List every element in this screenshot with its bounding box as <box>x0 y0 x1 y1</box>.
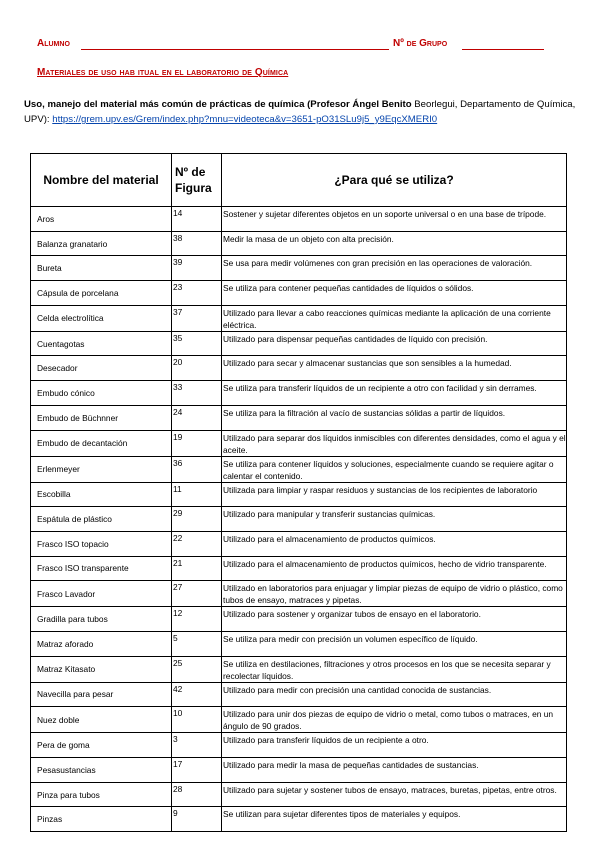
material-name-cell: Embudo de decantación <box>31 430 172 456</box>
table-row <box>31 331 567 356</box>
table-row <box>31 231 567 256</box>
table-row <box>31 556 567 581</box>
material-name-cell: Pinza para tubos <box>31 782 172 807</box>
table-row <box>31 682 567 707</box>
figure-number-cell: 39 <box>172 256 222 281</box>
material-name-cell: Embudo cónico <box>31 381 172 406</box>
usage-cell: Se utilizan para sujetar diferentes tipos de materiales y equipos. <box>222 807 567 832</box>
figure-number-cell: 21 <box>172 556 222 581</box>
usage-cell: Medir la masa de un objeto con alta precisión. <box>222 231 567 256</box>
material-name-cell: Gradilla para tubos <box>31 607 172 632</box>
table-row <box>31 707 567 733</box>
material-name-cell: Escobilla <box>31 482 172 507</box>
usage-cell: Sostener y sujetar diferentes objetos en un soporte universal o en una base de trípode. <box>222 207 567 232</box>
usage-cell: Utilizado para medir la masa de pequeñas cantidades de sustancias. <box>222 758 567 783</box>
usage-cell: Se utiliza para contener pequeñas cantidades de líquidos o sólidos. <box>222 281 567 306</box>
table-row <box>31 356 567 381</box>
grupo-label: Nº de Grupo <box>393 38 448 49</box>
table-row <box>31 482 567 507</box>
usage-cell: Utilizado para secar y almacenar sustancias que son sensibles a la humedad. <box>222 356 567 381</box>
usage-cell: Se utiliza en destilaciones, filtraciones y otros procesos en los que se necesita separar y recolectar líquidos. <box>222 656 567 682</box>
figure-number-cell: 38 <box>172 231 222 256</box>
usage-cell: Se utiliza para contener líquidos y soluciones, especialmente cuando se requiere agitar o calentar el contenido. <box>222 456 567 482</box>
material-name-cell: Nuez doble <box>31 707 172 733</box>
intro-normal-text: Beorlegui, Departamento de Química, UPV): <box>24 99 576 125</box>
alumno-label: Alumno <box>37 38 70 49</box>
student-header <box>37 38 517 54</box>
material-name-cell: Embudo de Büchnner <box>31 405 172 430</box>
grupo-blank-line <box>462 38 544 50</box>
table-header-row <box>31 154 567 207</box>
table-row <box>31 430 567 456</box>
usage-cell: Utilizado para separar dos líquidos inmiscibles con diferentes densidades, como el agua y el aceite. <box>222 430 567 456</box>
figure-number-cell: 12 <box>172 607 222 632</box>
usage-cell: Utilizada para limpiar y raspar residuos y sustancias de los recipientes de laboratorio <box>222 482 567 507</box>
material-name-cell: Pera de goma <box>31 733 172 758</box>
figure-number-cell: 25 <box>172 656 222 682</box>
figure-number-cell: 33 <box>172 381 222 406</box>
figure-number-cell: 23 <box>172 281 222 306</box>
materials-table <box>30 153 567 832</box>
usage-cell: Utilizado para el almacenamiento de productos químicos. <box>222 531 567 556</box>
material-name-cell: Frasco ISO topacio <box>31 531 172 556</box>
table-row <box>31 207 567 232</box>
material-name-cell: Cuentagotas <box>31 331 172 356</box>
table-row <box>31 631 567 656</box>
table-row <box>31 405 567 430</box>
usage-cell: Utilizado para unir dos piezas de equipo de vidrio o metal, como tubos o matraces, en un ángulo de 90 grados. <box>222 707 567 733</box>
material-name-cell: Pesasustancias <box>31 758 172 783</box>
table-row <box>31 507 567 532</box>
figure-number-cell: 17 <box>172 758 222 783</box>
figure-number-cell: 14 <box>172 207 222 232</box>
alumno-blank-line <box>81 38 389 50</box>
table-row <box>31 758 567 783</box>
usage-cell: Utilizado para llevar a cabo reacciones químicas mediante la aplicación de una corriente eléctrica. <box>222 305 567 331</box>
usage-cell: Se utiliza para medir con precisión un volumen específico de líquido. <box>222 631 567 656</box>
table-row <box>31 531 567 556</box>
material-name-cell: Espátula de plástico <box>31 507 172 532</box>
material-name-cell: Matraz aforado <box>31 631 172 656</box>
usage-cell: Utilizado para el almacenamiento de productos químicos, hecho de vidrio transparente. <box>222 556 567 581</box>
material-name-cell: Pinzas <box>31 807 172 832</box>
material-name-cell: Matraz Kitasato <box>31 656 172 682</box>
figure-number-cell: 28 <box>172 782 222 807</box>
figure-number-cell: 27 <box>172 581 222 607</box>
table-row <box>31 782 567 807</box>
figure-number-cell: 11 <box>172 482 222 507</box>
header-usage: ¿Para qué se utiliza? <box>222 154 567 207</box>
material-name-cell: Bureta <box>31 256 172 281</box>
usage-cell: Utilizado para medir con precisión una cantidad conocida de sustancias. <box>222 682 567 707</box>
figure-number-cell: 10 <box>172 707 222 733</box>
material-name-cell: Aros <box>31 207 172 232</box>
material-name-cell: Frasco Lavador <box>31 581 172 607</box>
figure-number-cell: 5 <box>172 631 222 656</box>
usage-cell: Utilizado para dispensar pequeñas cantidades de líquido con precisión. <box>222 331 567 356</box>
table-row <box>31 581 567 607</box>
figure-number-cell: 9 <box>172 807 222 832</box>
table-row <box>31 281 567 306</box>
table-row <box>31 733 567 758</box>
material-name-cell: Frasco ISO transparente <box>31 556 172 581</box>
usage-cell: Utilizado en laboratorios para enjuagar y limpiar piezas de equipo de vidrio o plástico, como tubos de ensayo, matraces y pipetas. <box>222 581 567 607</box>
document-subtitle: Materiales de uso hab itual en el laboratorio de Química <box>37 67 289 78</box>
figure-number-cell: 35 <box>172 331 222 356</box>
table-row <box>31 607 567 632</box>
table-row <box>31 456 567 482</box>
usage-cell: Utilizado para manipular y transferir sustancias químicas. <box>222 507 567 532</box>
figure-number-cell: 37 <box>172 305 222 331</box>
material-name-cell: Balanza granatario <box>31 231 172 256</box>
usage-cell: Se utiliza para transferir líquidos de un recipiente a otro con facilidad y sin derrames. <box>222 381 567 406</box>
table-row <box>31 256 567 281</box>
table-row <box>31 656 567 682</box>
table-row <box>31 807 567 832</box>
figure-number-cell: 22 <box>172 531 222 556</box>
usage-cell: Utilizado para sostener y organizar tubos de ensayo en el laboratorio. <box>222 607 567 632</box>
header-figure-number: Nº de Figura <box>172 154 222 207</box>
material-name-cell: Cápsula de porcelana <box>31 281 172 306</box>
figure-number-cell: 19 <box>172 430 222 456</box>
material-name-cell: Desecador <box>31 356 172 381</box>
figure-number-cell: 36 <box>172 456 222 482</box>
usage-cell: Se utiliza para la filtración al vacío de sustancias sólidas a partir de líquidos. <box>222 405 567 430</box>
video-link[interactable]: https://grem.upv.es/Grem/index.php?mnu=videoteca&v=3651-pO31SLu9j5_y9EqcXMERI0 <box>52 114 438 125</box>
header-material-name: Nombre del material <box>31 154 172 207</box>
figure-number-cell: 29 <box>172 507 222 532</box>
usage-cell: Se usa para medir volúmenes con gran precisión en las operaciones de valoración. <box>222 256 567 281</box>
figure-number-cell: 42 <box>172 682 222 707</box>
figure-number-cell: 20 <box>172 356 222 381</box>
table-row <box>31 381 567 406</box>
figure-number-cell: 24 <box>172 405 222 430</box>
intro-paragraph <box>24 97 584 127</box>
intro-bold-text: Uso, manejo del material más común de prácticas de química (Profesor Ángel Benito <box>24 99 412 110</box>
table-row <box>31 305 567 331</box>
material-name-cell: Erlenmeyer <box>31 456 172 482</box>
usage-cell: Utilizado para transferir líquidos de un recipiente a otro. <box>222 733 567 758</box>
material-name-cell: Celda electrolítica <box>31 305 172 331</box>
usage-cell: Utilizado para sujetar y sostener tubos de ensayo, matraces, buretas, pipetas, entre otros. <box>222 782 567 807</box>
material-name-cell: Navecilla para pesar <box>31 682 172 707</box>
figure-number-cell: 3 <box>172 733 222 758</box>
